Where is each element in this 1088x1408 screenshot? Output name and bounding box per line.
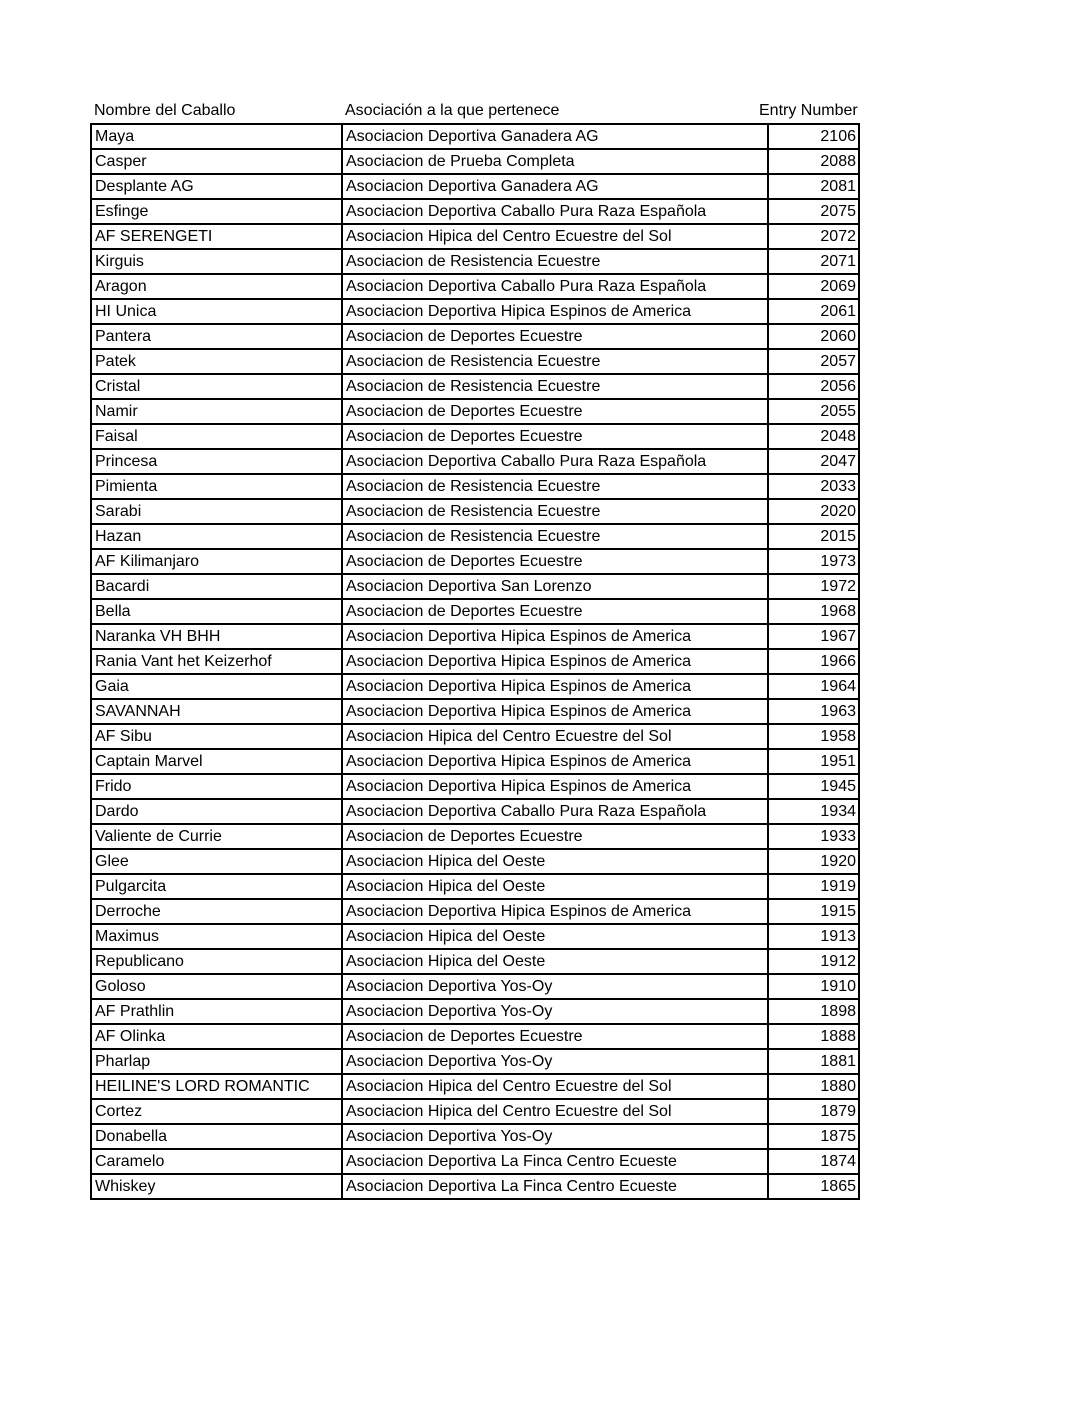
entry-number-cell: 1958 bbox=[768, 724, 859, 749]
association-cell: Asociacion Deportiva Yos-Oy bbox=[342, 999, 768, 1024]
horse-name-cell: Aragon bbox=[91, 274, 342, 299]
horse-name-cell: Cristal bbox=[91, 374, 342, 399]
entry-number-cell: 1875 bbox=[768, 1124, 859, 1149]
table-row bbox=[91, 1124, 859, 1149]
table-row bbox=[91, 749, 859, 774]
table-row bbox=[91, 949, 859, 974]
table-row bbox=[91, 799, 859, 824]
horse-name-cell: Pharlap bbox=[91, 1049, 342, 1074]
table-row bbox=[91, 499, 859, 524]
entry-number-cell: 1973 bbox=[768, 549, 859, 574]
table-row bbox=[91, 149, 859, 174]
association-cell: Asociacion Deportiva Hipica Espinos de America bbox=[342, 299, 768, 324]
horse-name-cell: Dardo bbox=[91, 799, 342, 824]
horse-name-cell: Namir bbox=[91, 399, 342, 424]
entry-number-cell: 2081 bbox=[768, 174, 859, 199]
table-row bbox=[91, 374, 859, 399]
entry-number-cell: 1968 bbox=[768, 599, 859, 624]
entry-number-cell: 2033 bbox=[768, 474, 859, 499]
table-row bbox=[91, 674, 859, 699]
horse-name-cell: HEILINE'S LORD ROMANTIC bbox=[91, 1074, 342, 1099]
horse-name-cell: Whiskey bbox=[91, 1174, 342, 1199]
association-cell: Asociacion de Resistencia Ecuestre bbox=[342, 499, 768, 524]
entry-number-cell: 2072 bbox=[768, 224, 859, 249]
table-row bbox=[91, 1174, 859, 1199]
horse-name-cell: Maya bbox=[91, 124, 342, 149]
association-cell: Asociacion de Prueba Completa bbox=[342, 149, 768, 174]
entry-number-cell: 2015 bbox=[768, 524, 859, 549]
entry-number-cell: 1915 bbox=[768, 899, 859, 924]
table-row bbox=[91, 999, 859, 1024]
horse-name-cell: Pulgarcita bbox=[91, 874, 342, 899]
association-cell: Asociacion Deportiva Ganadera AG bbox=[342, 124, 768, 149]
horse-name-cell: Kirguis bbox=[91, 249, 342, 274]
association-cell: Asociacion Hipica del Centro Ecuestre del Sol bbox=[342, 224, 768, 249]
table-row bbox=[91, 774, 859, 799]
table-row bbox=[91, 524, 859, 549]
table-row bbox=[91, 724, 859, 749]
horse-name-cell: Faisal bbox=[91, 424, 342, 449]
table-row bbox=[91, 249, 859, 274]
horse-name-cell: Frido bbox=[91, 774, 342, 799]
horse-name-cell: Captain Marvel bbox=[91, 749, 342, 774]
association-cell: Asociacion Deportiva Hipica Espinos de America bbox=[342, 674, 768, 699]
entry-number-cell: 1913 bbox=[768, 924, 859, 949]
association-cell: Asociacion Hipica del Oeste bbox=[342, 949, 768, 974]
header-row bbox=[90, 97, 860, 123]
entry-number-cell: 1972 bbox=[768, 574, 859, 599]
association-cell: Asociacion de Deportes Ecuestre bbox=[342, 824, 768, 849]
entry-number-cell: 1881 bbox=[768, 1049, 859, 1074]
association-cell: Asociacion de Deportes Ecuestre bbox=[342, 1024, 768, 1049]
horse-name-cell: Glee bbox=[91, 849, 342, 874]
table-row bbox=[91, 1074, 859, 1099]
entry-number-cell: 2055 bbox=[768, 399, 859, 424]
table-row bbox=[91, 299, 859, 324]
entry-number-cell: 1967 bbox=[768, 624, 859, 649]
association-cell: Asociacion Deportiva Hipica Espinos de America bbox=[342, 624, 768, 649]
entry-number-cell: 1945 bbox=[768, 774, 859, 799]
horse-name-cell: Goloso bbox=[91, 974, 342, 999]
entry-number-cell: 1912 bbox=[768, 949, 859, 974]
horse-name-cell: Desplante AG bbox=[91, 174, 342, 199]
entry-number-cell: 1910 bbox=[768, 974, 859, 999]
association-cell: Asociacion Deportiva Caballo Pura Raza Española bbox=[342, 274, 768, 299]
table-row bbox=[91, 849, 859, 874]
entry-number-cell: 1879 bbox=[768, 1099, 859, 1124]
table-row bbox=[91, 699, 859, 724]
entry-number-cell: 1963 bbox=[768, 699, 859, 724]
association-cell: Asociacion Deportiva Hipica Espinos de America bbox=[342, 899, 768, 924]
table-row bbox=[91, 449, 859, 474]
association-cell: Asociacion Hipica del Centro Ecuestre del Sol bbox=[342, 724, 768, 749]
table-row bbox=[91, 574, 859, 599]
horse-name-cell: Caramelo bbox=[91, 1149, 342, 1174]
horse-name-cell: Patek bbox=[91, 349, 342, 374]
association-cell: Asociacion Deportiva Ganadera AG bbox=[342, 174, 768, 199]
entry-number-cell: 1888 bbox=[768, 1024, 859, 1049]
entry-number-cell: 2088 bbox=[768, 149, 859, 174]
entry-number-cell: 1966 bbox=[768, 649, 859, 674]
entry-number-cell: 2075 bbox=[768, 199, 859, 224]
horse-name-cell: Rania Vant het Keizerhof bbox=[91, 649, 342, 674]
association-cell: Asociacion Deportiva Yos-Oy bbox=[342, 1124, 768, 1149]
horse-name-cell: Princesa bbox=[91, 449, 342, 474]
table-row bbox=[91, 1024, 859, 1049]
entry-number-cell: 1964 bbox=[768, 674, 859, 699]
association-cell: Asociacion de Resistencia Ecuestre bbox=[342, 349, 768, 374]
association-cell: Asociacion Hipica del Oeste bbox=[342, 924, 768, 949]
association-cell: Asociacion Hipica del Centro Ecuestre del Sol bbox=[342, 1074, 768, 1099]
table-row bbox=[91, 924, 859, 949]
association-cell: Asociacion Hipica del Centro Ecuestre del Sol bbox=[342, 1099, 768, 1124]
entry-number-cell: 1898 bbox=[768, 999, 859, 1024]
entry-number-cell: 1874 bbox=[768, 1149, 859, 1174]
association-cell: Asociacion de Deportes Ecuestre bbox=[342, 424, 768, 449]
association-cell: Asociacion Deportiva Yos-Oy bbox=[342, 974, 768, 999]
association-cell: Asociacion Hipica del Oeste bbox=[342, 849, 768, 874]
horse-name-cell: Republicano bbox=[91, 949, 342, 974]
association-cell: Asociacion Deportiva La Finca Centro Ecueste bbox=[342, 1174, 768, 1199]
association-cell: Asociacion de Resistencia Ecuestre bbox=[342, 474, 768, 499]
header-association: Asociación a la que pertenece bbox=[345, 102, 560, 119]
table-row bbox=[91, 974, 859, 999]
table-row bbox=[91, 874, 859, 899]
association-cell: Asociacion Hipica del Oeste bbox=[342, 874, 768, 899]
association-cell: Asociacion Deportiva Yos-Oy bbox=[342, 1049, 768, 1074]
association-cell: Asociacion de Resistencia Ecuestre bbox=[342, 374, 768, 399]
table-row bbox=[91, 399, 859, 424]
association-cell: Asociacion de Resistencia Ecuestre bbox=[342, 524, 768, 549]
association-cell: Asociacion Deportiva Caballo Pura Raza Española bbox=[342, 199, 768, 224]
association-cell: Asociacion de Resistencia Ecuestre bbox=[342, 249, 768, 274]
entry-number-cell: 2056 bbox=[768, 374, 859, 399]
table-row bbox=[91, 474, 859, 499]
entry-number-cell: 1934 bbox=[768, 799, 859, 824]
association-cell: Asociacion Deportiva Hipica Espinos de America bbox=[342, 649, 768, 674]
table-row bbox=[91, 124, 859, 149]
horse-name-cell: Hazan bbox=[91, 524, 342, 549]
association-cell: Asociacion Deportiva Caballo Pura Raza Española bbox=[342, 449, 768, 474]
horse-name-cell: Donabella bbox=[91, 1124, 342, 1149]
table-row bbox=[91, 824, 859, 849]
table-row bbox=[91, 424, 859, 449]
entry-number-cell: 2106 bbox=[768, 124, 859, 149]
entry-number-cell: 1920 bbox=[768, 849, 859, 874]
entry-number-cell: 1865 bbox=[768, 1174, 859, 1199]
horse-name-cell: Naranka VH BHH bbox=[91, 624, 342, 649]
entries-sheet bbox=[90, 97, 860, 1200]
horse-name-cell: Maximus bbox=[91, 924, 342, 949]
entries-table-body bbox=[91, 124, 859, 1199]
entry-number-cell: 2047 bbox=[768, 449, 859, 474]
horse-name-cell: Valiente de Currie bbox=[91, 824, 342, 849]
horse-name-cell: Cortez bbox=[91, 1099, 342, 1124]
association-cell: Asociacion Deportiva Hipica Espinos de America bbox=[342, 774, 768, 799]
association-cell: Asociacion de Deportes Ecuestre bbox=[342, 399, 768, 424]
entry-number-cell: 2071 bbox=[768, 249, 859, 274]
association-cell: Asociacion Deportiva Caballo Pura Raza Española bbox=[342, 799, 768, 824]
horse-name-cell: Sarabi bbox=[91, 499, 342, 524]
horse-name-cell: Bella bbox=[91, 599, 342, 624]
table-row bbox=[91, 649, 859, 674]
table-row bbox=[91, 624, 859, 649]
horse-name-cell: AF Kilimanjaro bbox=[91, 549, 342, 574]
horse-name-cell: AF Prathlin bbox=[91, 999, 342, 1024]
horse-name-cell: Derroche bbox=[91, 899, 342, 924]
association-cell: Asociacion Deportiva La Finca Centro Ecueste bbox=[342, 1149, 768, 1174]
header-horse-name: Nombre del Caballo bbox=[94, 102, 236, 119]
table-row bbox=[91, 224, 859, 249]
horse-name-cell: Pantera bbox=[91, 324, 342, 349]
horse-name-cell: Esfinge bbox=[91, 199, 342, 224]
table-row bbox=[91, 1049, 859, 1074]
table-row bbox=[91, 549, 859, 574]
table-row bbox=[91, 174, 859, 199]
association-cell: Asociacion de Deportes Ecuestre bbox=[342, 549, 768, 574]
association-cell: Asociacion Deportiva Hipica Espinos de America bbox=[342, 699, 768, 724]
entries-table bbox=[90, 123, 860, 1200]
entry-number-cell: 1933 bbox=[768, 824, 859, 849]
entry-number-cell: 2048 bbox=[768, 424, 859, 449]
association-cell: Asociacion Deportiva San Lorenzo bbox=[342, 574, 768, 599]
entry-number-cell: 2020 bbox=[768, 499, 859, 524]
horse-name-cell: Bacardi bbox=[91, 574, 342, 599]
horse-name-cell: Pimienta bbox=[91, 474, 342, 499]
entry-number-cell: 2069 bbox=[768, 274, 859, 299]
entry-number-cell: 1919 bbox=[768, 874, 859, 899]
horse-name-cell: AF SERENGETI bbox=[91, 224, 342, 249]
table-row bbox=[91, 899, 859, 924]
table-row bbox=[91, 599, 859, 624]
horse-name-cell: AF Olinka bbox=[91, 1024, 342, 1049]
entry-number-cell: 1951 bbox=[768, 749, 859, 774]
table-row bbox=[91, 274, 859, 299]
association-cell: Asociacion de Deportes Ecuestre bbox=[342, 599, 768, 624]
horse-name-cell: Casper bbox=[91, 149, 342, 174]
table-row bbox=[91, 324, 859, 349]
entry-number-cell: 1880 bbox=[768, 1074, 859, 1099]
entry-number-cell: 2057 bbox=[768, 349, 859, 374]
table-row bbox=[91, 1149, 859, 1174]
horse-name-cell: SAVANNAH bbox=[91, 699, 342, 724]
horse-name-cell: Gaia bbox=[91, 674, 342, 699]
header-entry-number: Entry Number bbox=[759, 102, 858, 119]
association-cell: Asociacion de Deportes Ecuestre bbox=[342, 324, 768, 349]
entry-number-cell: 2060 bbox=[768, 324, 859, 349]
horse-name-cell: HI Unica bbox=[91, 299, 342, 324]
table-row bbox=[91, 349, 859, 374]
horse-name-cell: AF Sibu bbox=[91, 724, 342, 749]
table-row bbox=[91, 1099, 859, 1124]
entry-number-cell: 2061 bbox=[768, 299, 859, 324]
association-cell: Asociacion Deportiva Hipica Espinos de America bbox=[342, 749, 768, 774]
table-row bbox=[91, 199, 859, 224]
